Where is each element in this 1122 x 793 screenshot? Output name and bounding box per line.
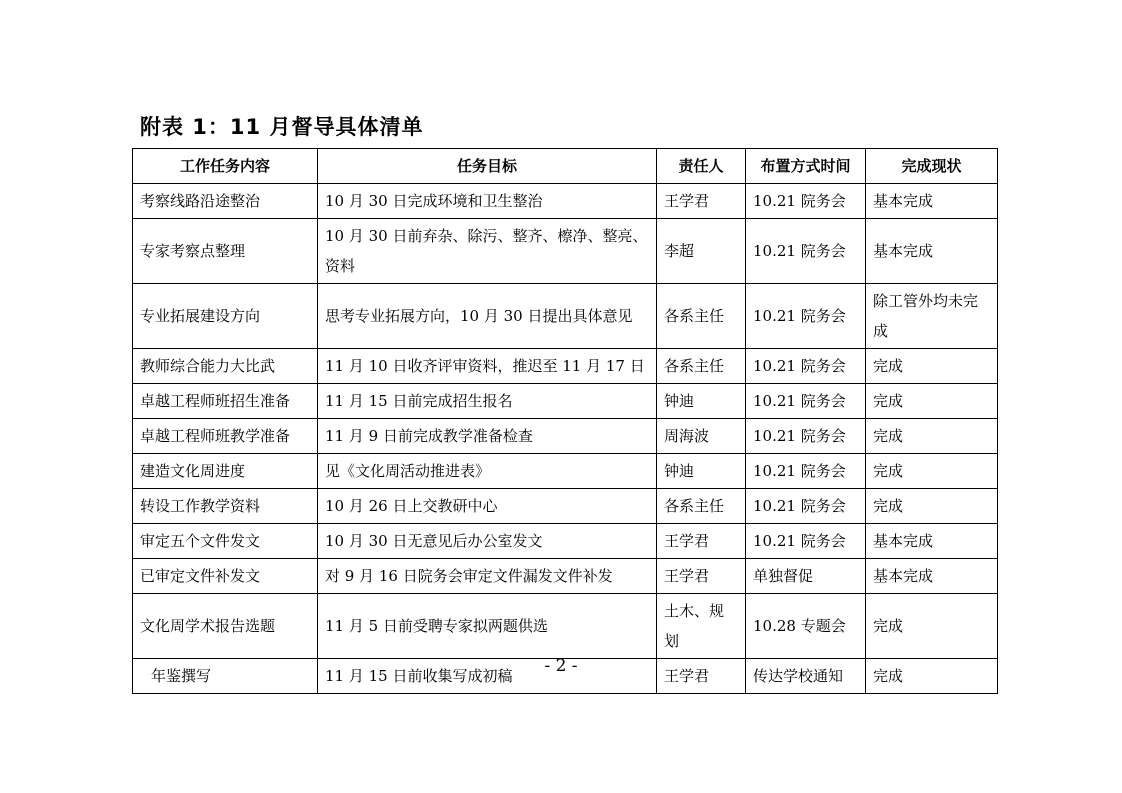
cell-task: 文化周学术报告选题 [133, 594, 318, 659]
cell-task: 卓越工程师班招生准备 [133, 384, 318, 419]
table-row [133, 184, 998, 219]
cell-goal: 11 月 15 日前收集写成初稿 [318, 659, 657, 694]
cell-owner: 各系主任 [657, 489, 746, 524]
header-assignment-time: 布置方式时间 [746, 149, 866, 184]
cell-status: 基本完成 [866, 559, 998, 594]
supervision-table [132, 148, 998, 694]
cell-assigned: 10.21 院务会 [746, 219, 866, 284]
cell-task: 专业拓展建设方向 [133, 284, 318, 349]
cell-goal: 10 月 30 日无意见后办公室发文 [318, 524, 657, 559]
cell-owner: 王学君 [657, 524, 746, 559]
table-row [133, 284, 998, 349]
cell-goal: 10 月 30 日完成环境和卫生整治 [318, 184, 657, 219]
header-task-goal: 任务目标 [318, 149, 657, 184]
table-row [133, 559, 998, 594]
table-header-row [133, 149, 998, 184]
table-row [133, 419, 998, 454]
cell-assigned: 传达学校通知 [746, 659, 866, 694]
cell-task: 考察线路沿途整治 [133, 184, 318, 219]
cell-status: 基本完成 [866, 524, 998, 559]
cell-owner: 各系主任 [657, 284, 746, 349]
cell-assigned: 10.21 院务会 [746, 284, 866, 349]
cell-assigned: 10.21 院务会 [746, 489, 866, 524]
cell-goal: 11 月 5 日前受聘专家拟两题供选 [318, 594, 657, 659]
table-row [133, 489, 998, 524]
cell-owner: 王学君 [657, 659, 746, 694]
cell-owner: 土木、规划 [657, 594, 746, 659]
cell-status: 完成 [866, 384, 998, 419]
header-responsible-person: 责任人 [657, 149, 746, 184]
table-row [133, 219, 998, 284]
page-number: - 2 - [544, 656, 578, 676]
cell-owner: 李超 [657, 219, 746, 284]
cell-assigned: 10.28 专题会 [746, 594, 866, 659]
cell-owner: 王学君 [657, 559, 746, 594]
cell-goal: 11 月 10 日收齐评审资料，推迟至 11 月 17 日 [318, 349, 657, 384]
cell-task: 教师综合能力大比武 [133, 349, 318, 384]
header-completion-status: 完成现状 [866, 149, 998, 184]
cell-task: 建造文化周进度 [133, 454, 318, 489]
cell-assigned: 10.21 院务会 [746, 384, 866, 419]
cell-status: 完成 [866, 454, 998, 489]
cell-task: 年鉴撰写 [133, 659, 318, 694]
cell-goal: 10 月 30 日前弃杂、除污、整齐、檫净、整亮、资料 [318, 219, 657, 284]
cell-goal: 10 月 26 日上交教研中心 [318, 489, 657, 524]
cell-status: 除工管外均未完成 [866, 284, 998, 349]
cell-task: 卓越工程师班教学准备 [133, 419, 318, 454]
cell-status: 完成 [866, 419, 998, 454]
cell-task: 已审定文件补发文 [133, 559, 318, 594]
document-title: 附表 1：11 月督导具体清单 [140, 115, 424, 139]
cell-status: 完成 [866, 659, 998, 694]
cell-owner: 王学君 [657, 184, 746, 219]
cell-status: 完成 [866, 349, 998, 384]
cell-assigned: 10.21 院务会 [746, 454, 866, 489]
header-task-content: 工作任务内容 [133, 149, 318, 184]
cell-goal: 见《文化周活动推进表》 [318, 454, 657, 489]
cell-goal: 11 月 9 日前完成教学准备检查 [318, 419, 657, 454]
table-row [133, 349, 998, 384]
cell-status: 完成 [866, 489, 998, 524]
cell-status: 完成 [866, 594, 998, 659]
cell-assigned: 10.21 院务会 [746, 184, 866, 219]
cell-task: 转设工作教学资料 [133, 489, 318, 524]
cell-goal: 对 9 月 16 日院务会审定文件漏发文件补发 [318, 559, 657, 594]
table-row [133, 594, 998, 659]
cell-assigned: 10.21 院务会 [746, 524, 866, 559]
table-row [133, 454, 998, 489]
cell-goal: 11 月 15 日前完成招生报名 [318, 384, 657, 419]
cell-owner: 钟迪 [657, 384, 746, 419]
cell-owner: 各系主任 [657, 349, 746, 384]
cell-status: 基本完成 [866, 184, 998, 219]
cell-goal: 思考专业拓展方向，10 月 30 日提出具体意见 [318, 284, 657, 349]
cell-task: 专家考察点整理 [133, 219, 318, 284]
cell-assigned: 单独督促 [746, 559, 866, 594]
table-row [133, 384, 998, 419]
cell-assigned: 10.21 院务会 [746, 349, 866, 384]
cell-status: 基本完成 [866, 219, 998, 284]
cell-owner: 周海波 [657, 419, 746, 454]
cell-task: 审定五个文件发文 [133, 524, 318, 559]
cell-assigned: 10.21 院务会 [746, 419, 866, 454]
table-row [133, 524, 998, 559]
cell-owner: 钟迪 [657, 454, 746, 489]
